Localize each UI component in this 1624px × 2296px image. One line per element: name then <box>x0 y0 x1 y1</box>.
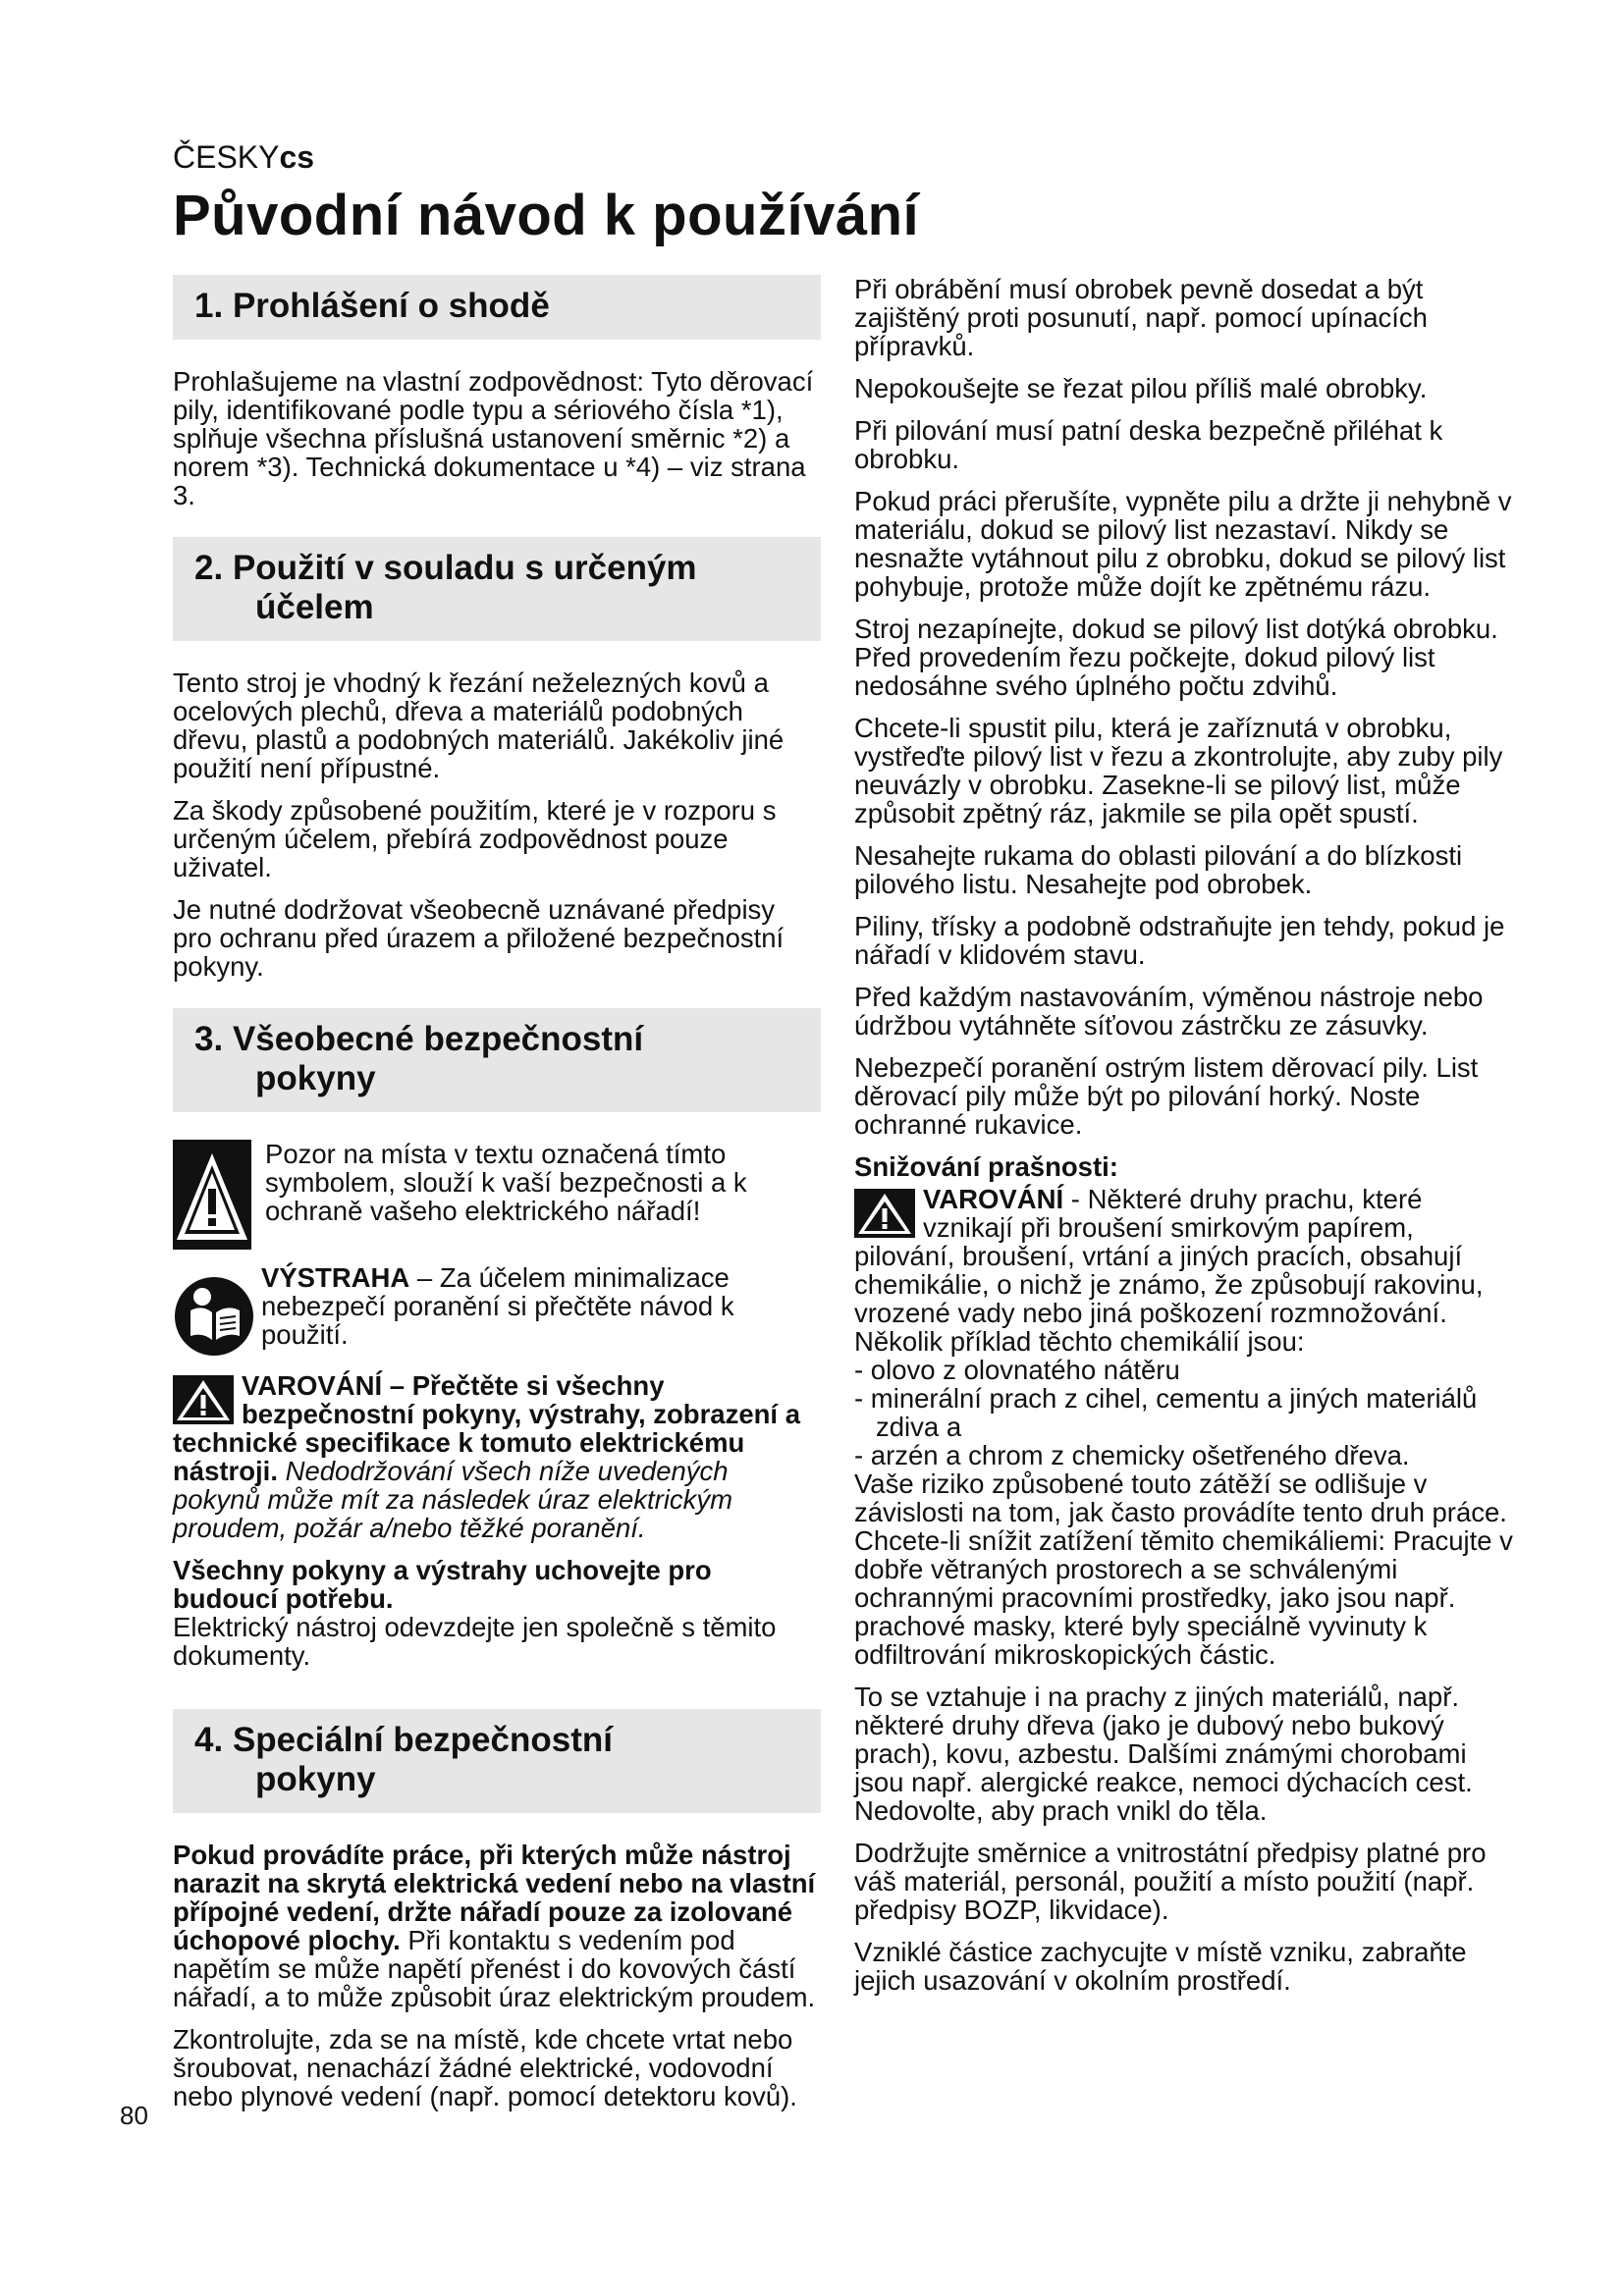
page-number: 80 <box>120 2101 148 2130</box>
general-warning-paragraph <box>173 1371 821 1542</box>
section-number: 2. <box>194 549 224 587</box>
section-number: 3. <box>194 1020 224 1058</box>
small-workpiece-paragraph: Nepokoušejte se řezat pilou příliš malé obrobky. <box>854 373 1428 403</box>
list-item: - arzén a chrom z chemicky ošetřeného dřeva. <box>854 1440 1410 1470</box>
declaration-paragraph: Prohlašujeme na vlastní zodpovědnost: Tyto děrovací pily, identifikované podle typu a sériového čísla *1), splňuje všechna příslušná ustanovení směrnic *2) a norem *3). Technická dokumentace u *4) – viz strana 3. <box>173 366 814 510</box>
dust-varovani-label: VAROVÁNÍ <box>923 1184 1064 1214</box>
capture-particles-paragraph: Vzniklé částice zachycujte v místě vzniku, zabraňte jejich usazování v okolním prostředí. <box>854 1937 1467 1996</box>
warning-triangle-icon <box>173 1375 234 1424</box>
dust-heading: Snižování prašnosti: <box>854 1151 1118 1182</box>
language-code: cs <box>279 139 315 175</box>
warning-triangle-icon <box>173 1140 251 1250</box>
chips-paragraph: Piliny, třísky a podobně odstraňujte jen tehdy, pokud je nářadí v klidovém stavu. <box>854 911 1505 970</box>
list-item: - olovo z olovnatého nátěru <box>854 1355 1180 1385</box>
hidden-wiring-bold: Pokud provádíte práce, při kterých může nástroj narazit na skrytá elektrická vedení nebo na vlastní přípojné vedení, držte nářadí pouze za izolované úchopové plochy. <box>173 1840 816 1955</box>
right-column <box>854 275 1518 2008</box>
liability-paragraph: Za škody způsobené použitím, které je v rozporu s určeným účelem, přebírá zodpovědnost pouze uživatel. <box>173 795 777 882</box>
vystraha-label: VÝSTRAHA <box>261 1262 410 1293</box>
varovani-bold-text: VAROVÁNÍ – Přečtěte si všechny bezpečnostní pokyny, výstrahy, zobrazení a technické specifikace k tomuto elektrickému nástroji. <box>173 1370 801 1486</box>
unplug-paragraph: Před každým nastavováním, výměnou nástroje nebo údržbou vytáhněte síťovou zástrčku ze zásuvky. <box>854 982 1484 1041</box>
page-title: Původní návod k používání <box>173 184 920 247</box>
section-number: 4. <box>194 1721 224 1759</box>
intended-use-paragraph: Tento stroj je vhodný k řezání neželezných kovů a ocelových plechů, dřeva a materiálů podobných dřevu, plastů a podobných materiálů. Jakékoliv jiné použití není přípustné. <box>173 667 785 783</box>
read-manual-text <box>261 1263 821 1349</box>
hands-paragraph: Nesahejte rukama do oblasti pilování a do blízkosti pilového listu. Nesahejte pod obrobek. <box>854 840 1463 899</box>
section-number: 1. <box>194 287 224 325</box>
other-dusts-paragraph: To se vztahuje i na prachy z jiných materiálů, např. některé druhy dřeva (jako je dubový nebo bukový prach), kovu, azbestu. Dalšími známými chorobami jsou např. alergické reakce, nemoci dýchacích cest. Nedovolte, aby prach vnikl do těla. <box>854 1682 1473 1826</box>
read-manual-note <box>173 1263 821 1358</box>
regulations-paragraph: Je nutné dodržovat všeobecně uznávané předpisy pro ochranu před úrazem a přiložené bezpečnostní pokyny. <box>173 894 785 982</box>
directives-paragraph: Dodržujte směrnice a vnitrostátní předpisy platné pro váš materiál, personál, použití a místo použití (např. předpisy BOZP, likvidace). <box>854 1838 1487 1925</box>
keep-instructions-bold: Všechny pokyny a výstrahy uchovejte pro budoucí potřebu. <box>173 1555 712 1614</box>
vystraha-text: – Za účelem minimalizace nebezpečí poranění si přečtěte návod k použití. <box>261 1262 734 1350</box>
section-2-heading <box>173 537 821 641</box>
language-name: ČESKY <box>173 139 280 175</box>
workpiece-paragraph: Při obrábění musí obrobek pevně dosedat a být zajištěný proti posunutí, např. pomocí upínacích přípravků. <box>854 274 1428 361</box>
section-1-heading <box>173 275 821 340</box>
section-title-line2: pokyny <box>255 1059 376 1097</box>
section-title-line1: Použití v souladu s určeným <box>232 549 697 587</box>
dust-risk-paragraph: Vaše riziko způsobené touto zátěží se odlišuje v závislosti na tom, jak často provádíte tento druh práce. Chcete-li snížit zatížení těmito chemikáliemi: Pracujte v dobře větraných prostorech a se schválenými ochrannými pracovními prostředky, jako jsou např. prachové masky, které byly speciálně vyvinuty k odfiltrování mikroskopických částic. <box>854 1468 1513 1670</box>
keep-instructions-paragraph <box>173 1556 821 1670</box>
section-title-line2: pokyny <box>255 1760 376 1798</box>
dust-warning-paragraph <box>854 1185 1518 1356</box>
base-plate-paragraph: Při pilování musí patní deska bezpečně přiléhat k obrobku. <box>854 415 1443 474</box>
hidden-wiring-text: Při kontaktu s vedením pod napětím se může napětí přenést i do kovových částí nářadí, a to může způsobit úraz elektrickým proudem. <box>173 1925 816 2012</box>
switch-on-paragraph: Stroj nezapínejte, dokud se pilový list dotýká obrobku. Před provedením řezu počkejte, dokud pilový list nedosáhne svého úplného počtu zdvihů. <box>854 614 1498 701</box>
read-manual-icon <box>173 1275 255 1358</box>
section-title-line1: Speciální bezpečnostní <box>232 1721 613 1759</box>
attention-text: Pozor na místa v textu označená tímto symbolem, slouží k vaší bezpečnosti a k ochraně vašeho elektrického nářadí! <box>265 1139 747 1226</box>
dust-varovani-text: - Některé druhy prachu, které vznikají při broušení smirkovým papírem, pilování, broušení, vrtání a jiných pracích, obsahují chemikálie, o nichž je známo, že způsobují rakovinu, vrozené vady nebo jiná poškození rozmnožování. Několik příklad těchto chemikálií jsou: <box>854 1184 1484 1357</box>
keep-instructions-text: Elektrický nástroj odevzdejte jen společně s těmito dokumenty. <box>173 1612 777 1671</box>
section-title-line2: účelem <box>255 588 374 626</box>
language-label <box>173 139 314 176</box>
left-column <box>173 275 821 2124</box>
check-lines-paragraph: Zkontrolujte, zda se na místě, kde chcete vrtat nebo šroubovat, nenachází žádné elektrické, vodovodní nebo plynové vedení (např. pomocí detektoru kovů). <box>173 2024 797 2111</box>
list-item: - minerální prach z cihel, cementu a jiných materiálů zdiva a <box>854 1383 1478 1442</box>
hot-blade-paragraph: Nebezpečí poranění ostrým listem děrovací pily. List děrovací pily může být po pilování horký. Noste ochranné rukavice. <box>854 1052 1479 1140</box>
interrupt-paragraph: Pokud práci přerušíte, vypněte pilu a držte ji nehybně v materiálu, dokud se pilový list nezastaví. Nikdy se nesnažte vytáhnout pilu z obrobku, dokud se pilový list pohybuje, protože může dojít ke zpětnému rázu. <box>854 486 1512 602</box>
section-4-heading <box>173 1709 821 1813</box>
warning-triangle-icon <box>854 1189 915 1238</box>
hidden-wiring-paragraph <box>173 1841 821 2011</box>
attention-note <box>173 1140 821 1250</box>
varovani-italic-text: Nedodržování všech níže uvedených pokynů může mít za následek úraz elektrickým proudem, požár a/nebo těžké poranění. <box>173 1456 733 1543</box>
section-title: Prohlášení o shodě <box>232 287 550 325</box>
section-3-heading <box>173 1008 821 1112</box>
section-title-line1: Všeobecné bezpečnostní <box>232 1020 644 1058</box>
restart-paragraph: Chcete-li spustit pilu, která je zaříznutá v obrobku, vystřeďte pilový list v řezu a zkontrolujte, aby zuby pily neuvázly v obrobku. Zasekne-li se pilový list, může způsobit zpětný ráz, jakmile se pila opět spustí. <box>854 713 1503 828</box>
